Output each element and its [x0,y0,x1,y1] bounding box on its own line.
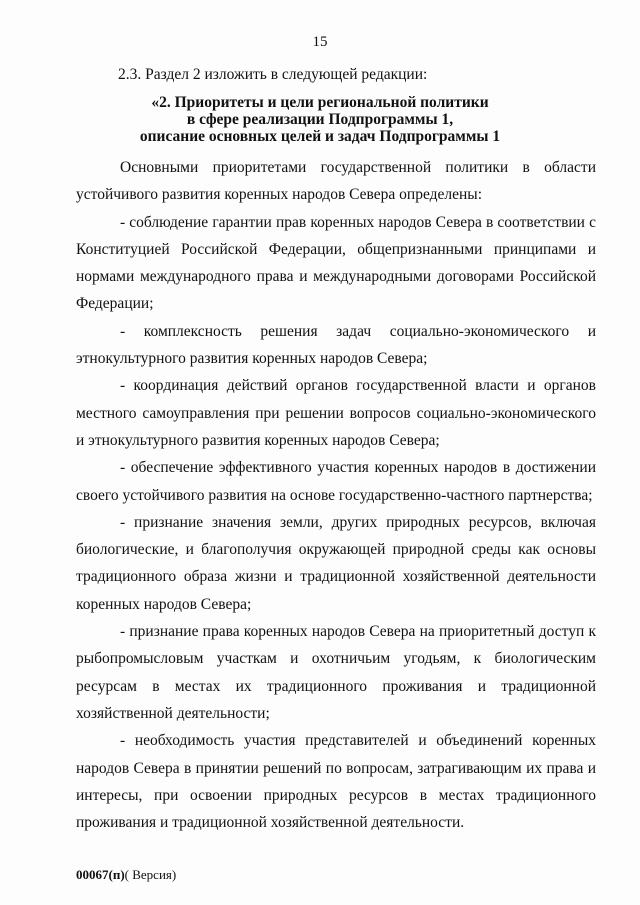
list-item: - координация действий органов государственной власти и органов местного самоуправления при решении вопросов социально-экономического и этнокультурного развития коренных народов Севера; [76,377,596,449]
heading-line-2: в сфере реализации Подпрограммы 1, [186,111,454,128]
list-item: - признание права коренных народов Севера на приоритетный доступ к рыбопромысловым участкам и охотничьим угодьям, к биологическим ресурсам в местах их традиционного проживания и традиционной хозяйственной деятельности; [76,623,596,722]
intro-line: 2.3. Раздел 2 изложить в следующей редакции: [118,66,428,83]
list-item: - признание значения земли, других природных ресурсов, включая биологические, и благополучия окружающей природной среды как основы традиционного образа жизни и традиционной хозяйственной деятельности коренных народов Севера; [76,513,596,613]
heading-line-1: «2. Приоритеты и цели региональной политики [151,94,489,111]
body-text [76,154,596,836]
page-number: 15 [312,34,328,50]
document-code: 00067(п) [76,867,125,882]
list-item: - обеспечение эффективного участия коренных народов в достижении своего устойчивого развития на основе государственно-частного партнерства; [76,459,596,504]
section-heading [60,94,580,145]
footer [76,867,176,883]
paragraph-priorities-intro: Основными приоритетами государственной политики в области устойчивого развития коренных народов Севера определены: [76,159,596,204]
list-item: - соблюдение гарантии прав коренных народов Севера в соответствии с Конституцией Российской Федерации, общепризнанными принципами и нормами международного права и международными договорами Российской Федерации; [76,213,596,313]
list-item: - комплексность решения задач социально-экономического и этнокультурного развития коренных народов Севера; [76,322,596,368]
version-label: ( Версия) [124,867,177,882]
list-item: - необходимость участия представителей и объединений коренных народов Севера в принятии решений по вопросам, затрагивающим их права и интересы, при освоении природных ресурсов в местах традиционного проживания и традиционной хозяйственной деятельности. [76,732,596,832]
heading-line-3: описание основных целей и задач Подпрограммы 1 [139,128,501,145]
